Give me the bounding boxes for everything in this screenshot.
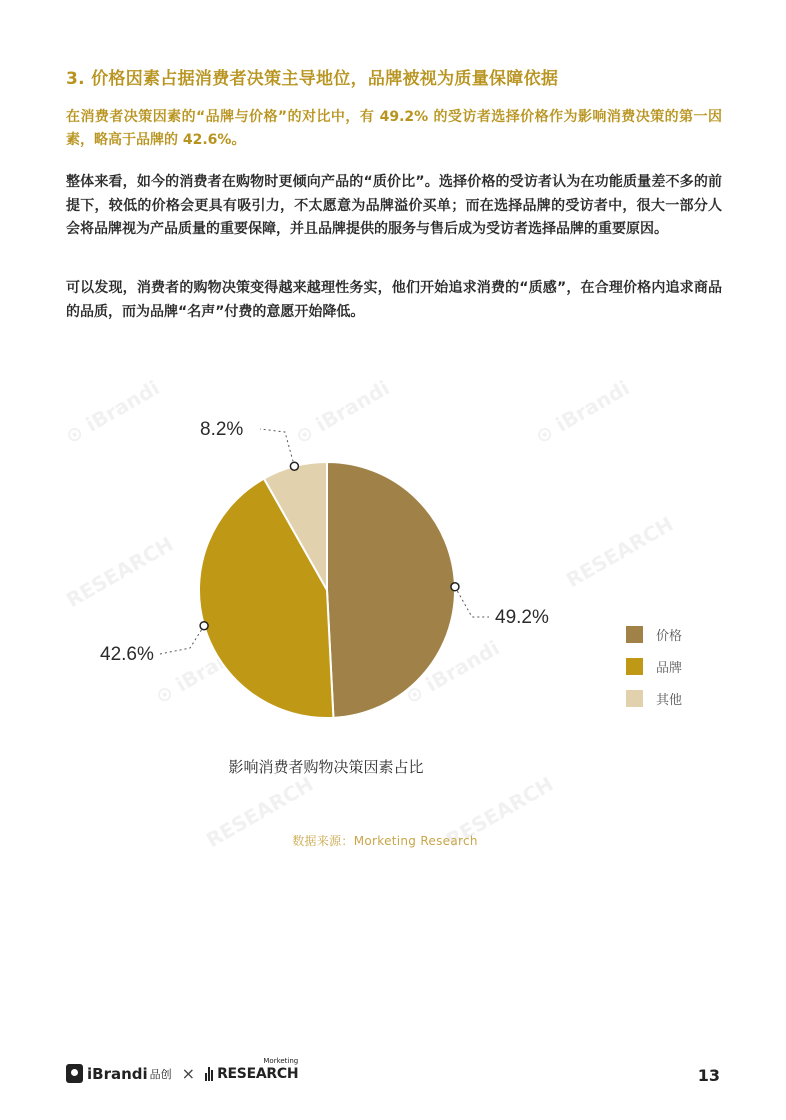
legend-swatch	[626, 626, 643, 643]
legend-item-price	[626, 618, 682, 650]
chart-legend	[626, 618, 682, 714]
research-logo	[205, 1056, 299, 1082]
cross-separator: ×	[181, 1064, 196, 1083]
data-label: 8.2%	[200, 419, 244, 440]
legend-item-brand	[626, 650, 682, 682]
chart-title: 影响消费者购物决策因素占比	[228, 758, 424, 776]
legend-item-other	[626, 682, 682, 714]
watermark: RESEARCH	[442, 771, 558, 853]
footer-logos	[66, 1056, 299, 1083]
slice-marker	[200, 622, 208, 630]
watermark: RESEARCH	[202, 771, 318, 853]
data-source: 数据来源：Morketing Research	[292, 834, 478, 848]
ibrandi-logo-icon	[66, 1064, 83, 1083]
watermark: RESEARCH	[62, 531, 178, 613]
leader-line	[260, 429, 294, 466]
watermark: ⊙ iBrandi	[531, 375, 634, 449]
watermark: ⊙ iBrandi	[291, 375, 394, 449]
slice-marker	[290, 462, 298, 470]
legend-label: 品牌	[656, 660, 683, 676]
research-bars-icon	[205, 1066, 214, 1081]
legend-label: 其他	[656, 692, 683, 708]
leader-line	[160, 626, 204, 654]
data-label: 49.2%	[495, 607, 549, 628]
watermark: ⊙ iBrandi	[61, 375, 164, 449]
legend-swatch	[626, 690, 643, 707]
partner-name: RESEARCH	[217, 1065, 299, 1082]
pie-slice-price	[327, 462, 455, 718]
pie-chart	[0, 360, 786, 820]
section-heading: 3. 价格因素占据消费者决策主导地位，品牌被视为质量保障依据	[66, 69, 559, 89]
body-paragraph-2: 可以发现，消费者的购物决策变得越来越理性务实，他们开始追求消费的“质感”，在合理价格内追求商品的品质，而为品牌“名声”付费的意愿开始降低。	[66, 280, 722, 320]
body-paragraph-1: 整体来看，如今的消费者在购物时更倾向产品的“质价比”。选择价格的受访者认为在功能质量差不多的前提下，较低的价格会更具有吸引力，不太愿意为品牌溢价买单；而在选择品牌的受访者中，很大一部分人会将品牌视为产品质量的重要保障，并且品牌提供的服务与售后成为受访者选择品牌的重要原因。	[66, 174, 722, 237]
lead-paragraph: 在消费者决策因素的“品牌与价格”的对比中，有 49.2% 的受访者选择价格作为影响消费决策的第一因素，略高于品牌的 42.6%。	[66, 109, 722, 148]
data-label: 42.6%	[100, 644, 154, 665]
legend-label: 价格	[656, 628, 683, 644]
watermark: ⊙ iBrandi	[401, 635, 504, 709]
leader-line	[455, 587, 489, 617]
brand-sub: 品创	[149, 1067, 172, 1081]
legend-swatch	[626, 658, 643, 675]
slice-marker	[451, 583, 459, 591]
brand-name: iBrandi	[87, 1064, 148, 1083]
page-number: 13	[697, 1066, 720, 1085]
partner-small: Morketing	[263, 1056, 299, 1065]
watermark: ⊙ iBrandi	[151, 635, 254, 709]
watermark: RESEARCH	[562, 511, 678, 593]
